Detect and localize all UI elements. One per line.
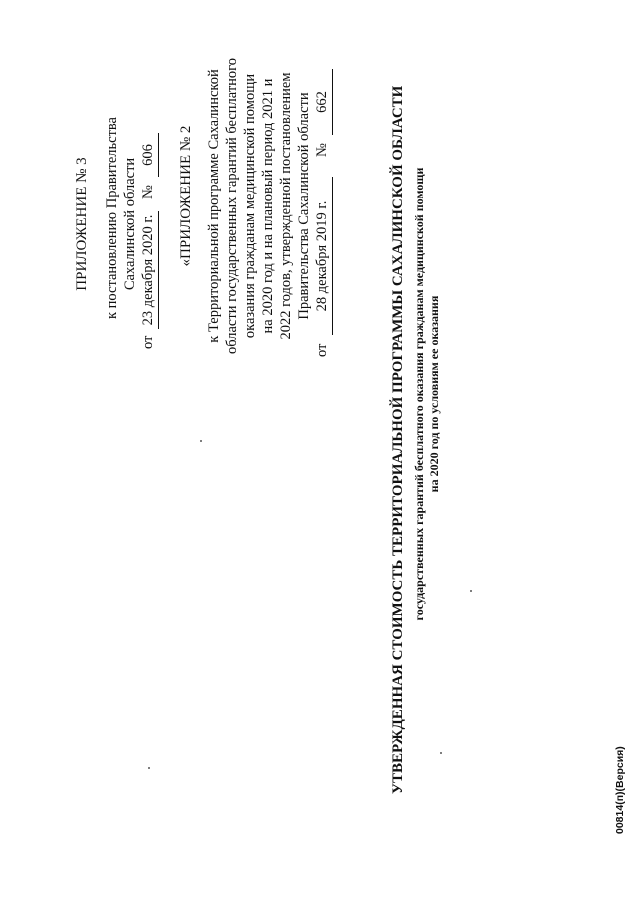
appendix-2-line-2: области государственных гарантий бесплатного (224, 58, 240, 355)
appendix-3-line-1: к постановлению Правительства (104, 117, 120, 319)
appendix-3-from-label: от (140, 335, 156, 349)
document-title: УТВЕРЖДЕННАЯ СТОИМОСТЬ ТЕРРИТОРИАЛЬНОЙ ПРОГРАММЫ САХАЛИНСКОЙ ОБЛАСТИ (390, 85, 406, 794)
document-subtitle-line-2: на 2020 год по условиям ее оказания (427, 295, 441, 493)
scan-speck (470, 590, 472, 592)
appendix-2-line-3: оказания гражданам медицинской помощи (242, 73, 258, 339)
appendix-2-title: «ПРИЛОЖЕНИЕ № 2 (178, 125, 194, 267)
appendix-2-dateline (313, 55, 333, 357)
document-subtitle-line-1: государственных гарантий бесплатного оказания гражданам медицинской помощи (412, 167, 426, 621)
appendix-2-block (178, 55, 333, 357)
scan-speck (200, 440, 202, 442)
appendix-2-date-underline (332, 177, 333, 335)
appendix-2-from-label: от (314, 343, 330, 357)
footer-document-code: 00814(п)(Версия) (614, 746, 626, 834)
appendix-3-date-underline (158, 211, 159, 329)
scan-speck (440, 752, 442, 754)
appendix-2-line-1: к Территориальной программе Сахалинской (206, 69, 222, 343)
appendix-3-number-label: № (140, 185, 156, 199)
appendix-2-line-6: Правительства Сахалинской области (296, 92, 312, 320)
appendix-2-number: 662 (314, 91, 330, 113)
appendix-3-date: 23 декабря 2020 г. (140, 214, 156, 326)
appendix-3-line-2: Сахалинской области (122, 157, 138, 291)
appendix-2-line-4: на 2020 год и на плановый период 2021 и (260, 78, 276, 334)
appendix-2-date: 28 декабря 2019 г. (314, 200, 330, 312)
appendix-2-line-5: 2022 годов, утвержденной постановлением (278, 72, 294, 340)
appendix-3-number-underline (158, 133, 159, 177)
scan-speck (148, 767, 150, 769)
appendix-3-block (74, 117, 159, 349)
appendix-2-number-underline (332, 69, 333, 135)
appendix-2-number-label: № (314, 143, 330, 157)
appendix-3-number: 606 (140, 144, 156, 166)
appendix-3-dateline (139, 129, 159, 349)
appendix-3-title: ПРИЛОЖЕНИЕ № 3 (74, 157, 90, 291)
document-subtitle (412, 134, 442, 654)
